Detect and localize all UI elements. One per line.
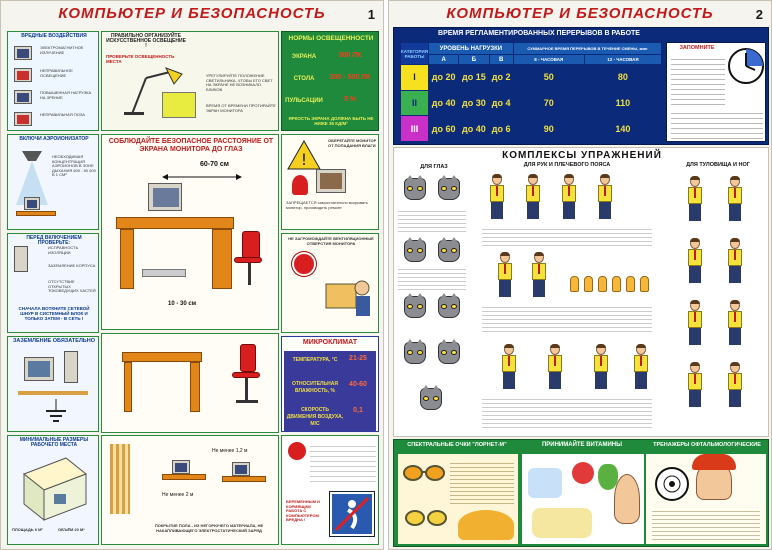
exercising-man-figure (590, 344, 612, 390)
remember-notes (671, 109, 763, 139)
chair-stem (245, 378, 248, 400)
hand-exercise-icon (598, 276, 607, 292)
harmful-item: ПОВЫШЕННАЯ НАГРУЗКА НА ЗРЕНИЕ (40, 90, 92, 100)
desk-top (116, 217, 234, 229)
breaks-category: III (401, 116, 429, 142)
cat-face-icon (438, 178, 460, 200)
harmful-effects-panel (7, 31, 99, 131)
remember-panel (666, 42, 766, 142)
breaks-category-header: КАТЕГОРИЯ РАБОТЫ (401, 43, 429, 65)
monitor-icon (24, 197, 40, 210)
illumination-norms-panel (281, 31, 379, 131)
exercising-man-figure (724, 300, 746, 346)
room-spacing-panel (101, 435, 279, 545)
workplace-panel (7, 435, 99, 545)
vitamins-cup-icon (528, 468, 562, 498)
workplace-area: ПЛОЩАДЬ 6 М² (12, 527, 43, 532)
before-item: ЗАЗЕМЛЕНИЕ КОРПУСА (48, 263, 96, 268)
repair-scene-icon (322, 274, 376, 324)
before-switch-title: ПЕРЕД ВКЛЮЧЕНИЕМ ПРОВЕРЬТЕ: (26, 235, 82, 246)
glasses-icon (402, 462, 446, 484)
chair-stem (248, 263, 251, 285)
grounding-title: ЗАЗЕМЛЕНИЕ ОБЯЗАТЕЛЬНО (12, 338, 96, 344)
illum-label: ЭКРАНА (291, 54, 317, 60)
clock-icon (727, 47, 765, 85)
breaks-cell: до 40 (429, 90, 459, 116)
moisture-forbid: ЗАПРЕЩАЕТСЯ самостоятельно вскрывать монитор, производить ремонт (286, 200, 368, 210)
spacing-label: Не менее 2 м (162, 492, 194, 498)
breaks-cell: до 20 (429, 65, 459, 91)
illum-value: 5 % (343, 96, 357, 103)
grounding-panel (7, 336, 99, 432)
exercising-man-figure (630, 344, 652, 390)
poster-1-title: КОМПЬЮТЕР И БЕЗОПАСНОСТЬ (58, 5, 326, 22)
before-switch-panel (7, 233, 99, 333)
breaks-load-header: УРОВЕНЬ НАГРУЗКИ (429, 43, 514, 55)
ground-symbol-icon (44, 399, 68, 425)
lit-monitor (162, 92, 196, 118)
exercise-instructions (398, 208, 466, 232)
hand-exercise-icon (626, 276, 635, 292)
illum-value: 300 - 500 ЛК (329, 74, 371, 81)
breaks-cell: 110 (584, 90, 661, 116)
desk-top (122, 352, 202, 362)
exercise-instructions (482, 398, 652, 428)
warning-icon (286, 139, 322, 171)
hand-exercise-icon (570, 276, 579, 292)
micro-value: 21-25 (349, 355, 367, 362)
cat-face-icon (438, 342, 460, 364)
eye-trainer-icon (652, 464, 692, 504)
breaks-col-header: В (489, 55, 513, 65)
hair-shape (692, 454, 736, 470)
monitor-icon (14, 90, 32, 104)
exercising-man-figure (494, 252, 516, 298)
harmful-item: НЕПРАВИЛЬНАЯ ПОЗА (40, 112, 85, 117)
monitor-icon (172, 460, 190, 474)
cat-face-icon (404, 296, 426, 318)
breaks-table (400, 42, 662, 142)
breaks-cell: 70 (513, 90, 584, 116)
ventilation-title: НЕ ЗАГРОМОЖДАЙТЕ ВЕНТИЛЯЦИОННЫЕ ОТВЕРСТИЯ МОНИТОРА (288, 236, 374, 246)
micro-value: 0,1 (353, 407, 363, 414)
breaks-cell: до 4 (489, 90, 513, 116)
exercising-man-figure (684, 362, 706, 408)
exercising-man-figure (558, 174, 580, 220)
breaks-cell: 80 (584, 65, 661, 91)
microclimate-panel (281, 336, 379, 432)
bottom-strip (393, 439, 769, 547)
breaks-col-header: А (429, 55, 459, 65)
poster-2-title: КОМПЬЮТЕР И БЕЗОПАСНОСТЬ (446, 5, 714, 22)
breaks-category: I (401, 65, 429, 91)
tomato-icon (572, 462, 594, 484)
exercising-man-figure (594, 174, 616, 220)
before-item: ИСПРАВНОСТЬ ИЗОЛЯЦИИ (48, 245, 79, 255)
distance-label: 60-70 см (200, 161, 229, 168)
lighting-check: ПРОВЕРЬТЕ ОСВЕЩЕННОСТЬ МЕСТА (106, 54, 175, 64)
radiator-shape (110, 444, 130, 514)
illum-label: СТОЛА (293, 76, 315, 82)
vitamins-title: ПРИНИМАЙТЕ ВИТАМИНЫ (541, 442, 623, 448)
vitamins-panel (522, 454, 644, 544)
hand-exercise-icon (640, 276, 649, 292)
microclimate-title: МИКРОКЛИМАТ (302, 339, 358, 346)
svg-text:!: ! (300, 150, 308, 169)
lighting-title: ПРАВИЛЬНО ОРГАНИЗУЙТЕ ИСКУССТВЕННОЕ ОСВЕЩЕНИЕ ! (106, 33, 186, 49)
exercising-man-figure (544, 344, 566, 390)
exercises-title: КОМПЛЕКСЫ УПРАЖНЕНИЙ (502, 150, 662, 161)
exercising-man-figure (684, 300, 706, 346)
exercise-instructions (482, 226, 652, 246)
illum-value: 300 ЛК (338, 52, 362, 59)
desk-top (162, 474, 206, 480)
breaks-cell: до 2 (489, 65, 513, 91)
vitamins-bowl-icon (532, 508, 592, 538)
desk-top (222, 476, 266, 482)
workplace-volume: ОБЪЁМ 20 М³ (58, 527, 85, 532)
cat-face-icon (438, 240, 460, 262)
cat-face-icon (404, 240, 426, 262)
moisture-title: ОБЕРЕГАЙТЕ МОНИТОР ОТ ПОПАДАНИЯ ВЛАГИ (328, 138, 377, 148)
exercise-instructions (482, 306, 652, 332)
lighting-note: УРЕГУЛИРУЙТЕ ПОЛОЖЕНИЕ СВЕТИЛЬНИКА, ЧТОБЫ ЕГО СВЕТ НА ЭКРАНЕ НЕ ВОЗНИКАЛО БЛИКОВ (206, 73, 273, 92)
desk-cabinet (212, 229, 232, 289)
exercising-man-figure (684, 238, 706, 284)
glasses-info-lines (450, 460, 514, 504)
monitor-icon (24, 357, 54, 381)
breaks-category: II (401, 90, 429, 116)
exercising-man-figure (498, 344, 520, 390)
worker-figure (292, 175, 308, 195)
desk-leg (124, 362, 132, 412)
breaks-cell: 50 (513, 65, 584, 91)
monitor-icon (316, 169, 346, 193)
micro-label: ТЕМПЕРАТУРА, °С (292, 357, 338, 363)
keyboard-shape (142, 269, 186, 277)
exercising-man-figure (724, 176, 746, 222)
breaks-col-header: 8 - ЧАСОВАЯ (513, 55, 584, 65)
breaks-cell: 140 (584, 116, 661, 142)
moisture-panel (281, 134, 379, 230)
ventilation-panel (281, 233, 379, 333)
exercise-instructions (398, 268, 466, 290)
glasses-icon (404, 504, 448, 540)
monitor-icon (232, 462, 250, 476)
distance-panel (101, 134, 279, 330)
office-chair (242, 231, 260, 259)
breaks-cell: до 30 (459, 90, 489, 116)
breaks-cell: до 15 (459, 65, 489, 91)
exercising-man-figure (724, 362, 746, 408)
lighting-note: ВРЕМЯ ОТ ВРЕМЕНИ ПРОТИРАЙТЕ ЭКРАН МОНИТОРА (206, 103, 276, 113)
face-with-glasses-figure (458, 510, 514, 540)
exercising-man-figure (486, 174, 508, 220)
remember-text-lines (671, 55, 725, 105)
desk-leg (120, 229, 134, 289)
monitor-icon (14, 112, 32, 126)
breaks-cell: до 6 (489, 116, 513, 142)
breaks-col-header: 12 - ЧАСОВАЯ (584, 55, 661, 65)
before-item: ОТСУТСТВИЕ ОТКРЫТЫХ ТОКОВЕДУЩИХ ЧАСТЕЙ (48, 279, 96, 294)
exercises-arms-title: ДЛЯ РУК И ПЛЕЧЕВОГО ПОЯСА (523, 162, 611, 168)
breaks-cell: до 60 (429, 116, 459, 142)
room-diagram (16, 454, 92, 524)
micro-label: СКОРОСТЬ ДВИЖЕНИЯ ВОЗДУХА, М/С (286, 407, 344, 427)
microclimate-table (284, 351, 376, 431)
glasses-title: СПЕКТРАЛЬНЫЕ ОЧКИ "ЛОРНЕТ-М" (407, 442, 507, 448)
cat-face-icon (420, 388, 442, 410)
no-pregnant-sign-icon (330, 492, 374, 536)
lighting-panel (101, 31, 279, 131)
desk-shape (18, 391, 88, 395)
micro-label: ОТНОСИТЕЛЬНАЯ ВЛАЖНОСТЬ, % (292, 381, 338, 394)
monitor-icon (148, 183, 182, 211)
chair-base (236, 400, 258, 403)
illumination-title: НОРМЫ ОСВЕЩЕННОСТИ (288, 35, 374, 42)
before-warning: СНАЧАЛА ВОТКНИТЕ СЕТЕВОЙ ШНУР В СИСТЕМНЫЙ БЛОК И ТОЛЬКО ЗАТЕМ - В СЕТЬ ! (18, 306, 90, 321)
glasses-panel (398, 454, 518, 544)
breaks-cell: 90 (513, 116, 584, 142)
no-entry-icon (292, 252, 316, 276)
exercises-eyes-title: ДЛЯ ГЛАЗ (420, 164, 448, 170)
poster-1-number: 1 (367, 7, 375, 22)
floor-requirement: ПОКРЫТИЕ ПОЛА - ИЗ НЕГОРЮЧЕГО МАТЕРИАЛА, НЕ НАКАПЛИВАЮЩЕГО ЭЛЕКТРОСТАТИЧЕСКИЙ ЗАРЯД (154, 523, 264, 533)
trainers-info-lines (652, 510, 760, 540)
cat-face-icon (404, 178, 426, 200)
exercising-man-figure (724, 238, 746, 284)
distance-title: СОБЛЮДАЙТЕ БЕЗОПАСНОЕ РАССТОЯНИЕ ОТ ЭКРАНА МОНИТОРА ДО ГЛАЗ (108, 138, 274, 153)
exercises-panel (393, 147, 769, 437)
remember-title: ЗАПОМНИТЕ (679, 45, 715, 51)
system-unit-icon (14, 246, 28, 272)
desk-leg (190, 362, 200, 412)
monitor-icon (14, 68, 32, 82)
harmful-item: НЕПРАВИЛЬНОЕ ОСВЕЩЕНИЕ (40, 68, 73, 78)
breaks-title: ВРЕМЯ РЕГЛАМЕНТИРОВАННЫХ ПЕРЕРЫВОВ В РАБОТЕ (438, 30, 640, 37)
cat-face-icon (438, 296, 460, 318)
hand-exercise-icon (584, 276, 593, 292)
micro-value: 40-60 (349, 381, 367, 388)
exercising-man-figure (528, 252, 550, 298)
cat-face-icon (404, 342, 426, 364)
poster-2-number: 2 (755, 7, 763, 22)
exercises-torso-title: ДЛЯ ТУЛОВИЩА И НОГ (686, 162, 750, 168)
ionizer-title: ВКЛЮЧИ АЭРОИОНИЗАТОР (19, 136, 89, 142)
trainers-panel (646, 454, 766, 544)
desk-shape (16, 211, 56, 216)
poster-1 (0, 0, 384, 550)
breaks-col-header: Б (459, 55, 489, 65)
office-chair (240, 344, 256, 372)
ionizer-panel (7, 134, 99, 230)
trainers-title: ТРЕНАЖЕРЫ ОФТАЛЬМОЛОГИЧЕСКИЕ (653, 442, 761, 448)
ionizer-text: НЕОБХОДИМАЯ КОНЦЕНТРАЦИЯ АЭРОИОНОВ В ЗОНЕ ДЫХАНИЯ 600 - 50 000 В 1 СМ³ (52, 154, 96, 178)
breaks-cell: до 40 (459, 116, 489, 142)
spacing-label: Не менее 1,2 м (212, 448, 248, 454)
harmful-effects-title: ВРЕДНЫЕ ВОЗДЕЙСТВИЯ (21, 33, 87, 39)
monitor-icon (14, 46, 32, 60)
system-unit-icon (64, 351, 78, 383)
poster-2 (388, 0, 772, 550)
breaks-panel (393, 27, 769, 145)
exercising-man-figure (522, 174, 544, 220)
distance-label: 10 - 30 см (168, 301, 197, 307)
warning-badge-icon (288, 442, 306, 460)
illum-footer: ЯРКОСТЬ ЭКРАНА ДОЛЖНА БЫТЬ НЕ НИЖЕ 35 КД/М² (288, 116, 374, 126)
man-face-figure (614, 474, 640, 524)
breaks-total-header: СУММАРНОЕ ВРЕМЯ ПЕРЕРЫВОВ В ТЕЧЕНИЕ СМЕНЫ, мин (513, 43, 661, 55)
text-block-lines (310, 442, 376, 482)
hand-exercise-icon (612, 276, 621, 292)
pregnant-panel (281, 435, 379, 545)
harmful-item: ЭЛЕКТРОМАГНИТНОЕ ИЗЛУЧЕНИЕ (40, 45, 84, 55)
pregnant-warning: БЕРЕМЕННЫМ И КОРМЯЩИМ РАБОТА С КОМПЬЮТЕРОМ ВРЕДНА ! (286, 499, 320, 523)
furniture-panel (101, 333, 279, 433)
illum-label: ПУЛЬСАЦИИ (285, 98, 323, 104)
workplace-title: МИНИМАЛЬНЫЕ РАЗМЕРЫ РАБОЧЕГО МЕСТА (19, 437, 89, 448)
exercising-man-figure (684, 176, 706, 222)
